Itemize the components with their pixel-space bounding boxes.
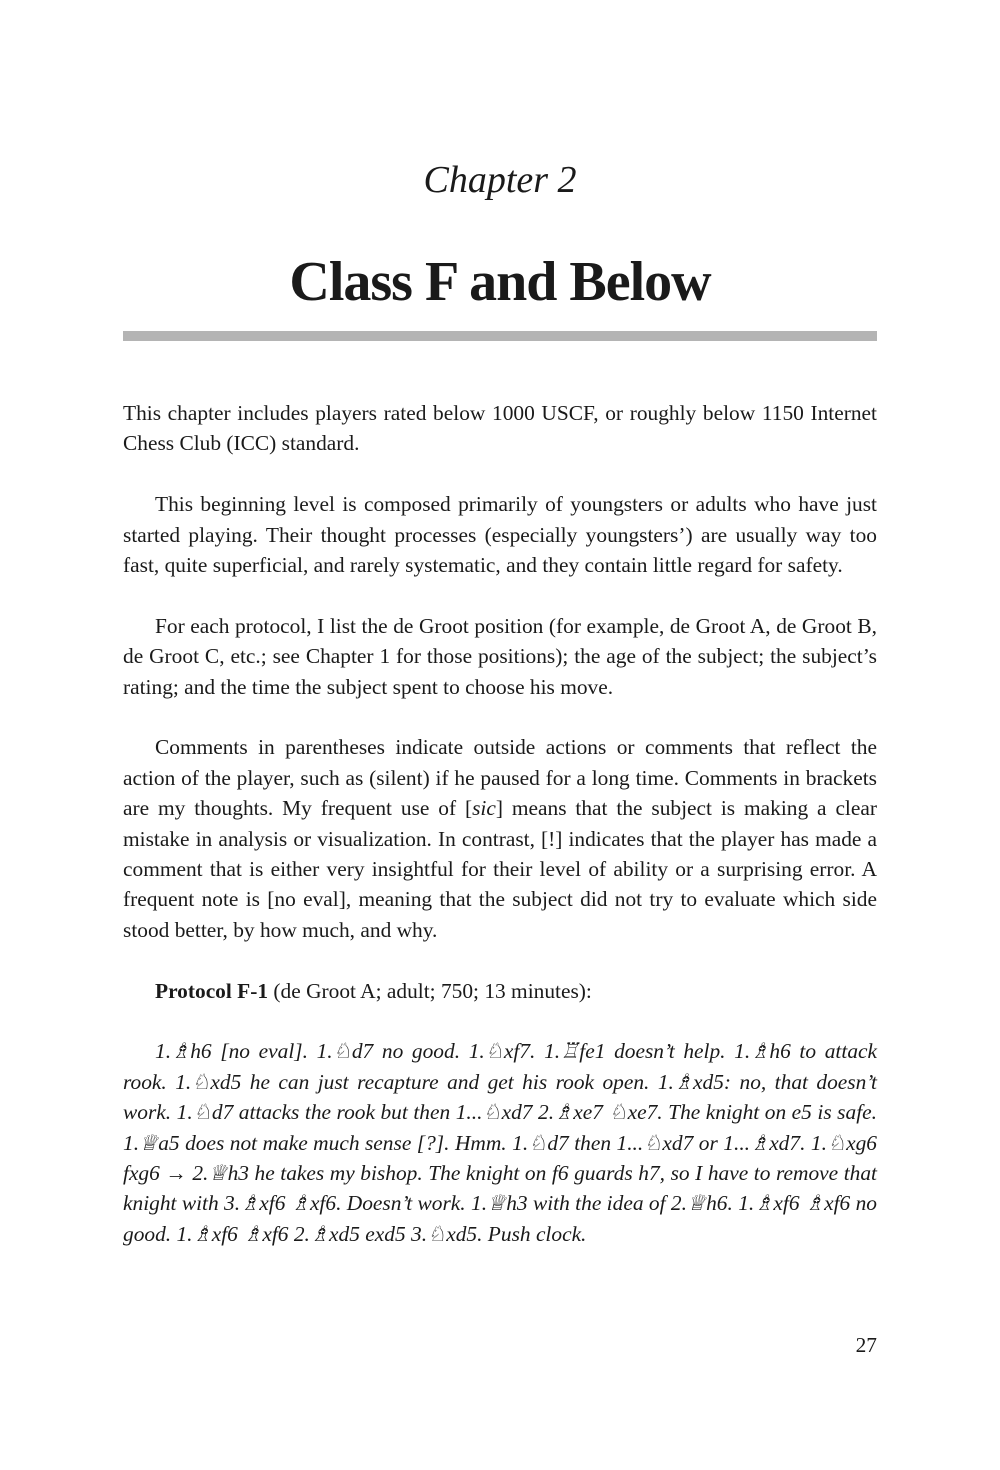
sic-term: sic: [472, 796, 496, 821]
protocol-label: Protocol F-1: [155, 978, 269, 1003]
protocol-heading: [123, 976, 877, 1006]
chapter-title: Class F and Below: [289, 251, 711, 313]
comments-paragraph: [123, 732, 877, 945]
chapter-body: [123, 398, 877, 1280]
protocol-details: (de Groot A; adult; 750; 13 minutes):: [268, 978, 592, 1003]
chapter-label: Chapter 2: [423, 159, 577, 201]
title-divider: [123, 331, 877, 341]
level-paragraph: This beginning level is composed primarily of youngsters or adults who have just started playing. Their thought processes (especially youngsters’) are usually way too fast, quite superficial, and rarely systematic, and they contain little regard for safety.: [123, 492, 877, 578]
intro-paragraph: This chapter includes players rated below 1000 USCF, or roughly below 1150 Internet Chess Club (ICC) standard.: [123, 401, 877, 456]
page-number: 27: [855, 1333, 877, 1357]
comments-text-part1: Comments in parentheses indicate outside actions or comments that reflect the action of the player, such as (silent) if he paused for a long time. Comments in brackets are my thoughts. My frequent use of [: [123, 735, 877, 821]
protocol-transcript: 1.♗h6 [no eval]. 1.♘d7 no good. 1.♘xf7. 1.♖fe1 doesn’t help. 1.♗h6 to attack rook. 1.♘xd5 he can just recapture and get his rook open. 1.♗xd5: no, that doesn’t work. 1.♘d7 attacks the rook but then 1...♘xd7 2.♗xe7 ♘xe7. The knight on e5 is safe. 1.♕a5 does not make much sense [?]. Hmm. 1.♘d7 then 1...♘xd7 or 1...♗xd7. 1.♘xg6 fxg6 → 2.♕h3 he takes my bishop. The knight on f6 guards h7, so I have to remove that knight with 3.♗xf6 ♗xf6. Doesn’t work. 1.♕h3 with the idea of 2.♕h6. 1.♗xf6 ♗xf6 no good. 1.♗xf6 ♗xf6 2.♗xd5 exd5 3.♘xd5. Push clock.: [123, 1039, 877, 1246]
protocol-format-paragraph: For each protocol, I list the de Groot position (for example, de Groot A, de Groot B, de Groot C, etc.; see Chapter 1 for those positions); the age of the subject; the subject’s rating; and the time the subject spent to choose his move.: [123, 613, 877, 699]
comments-text-part2: ] means that the subject is making a clear mistake in analysis or visualization. In contrast, [!] indicates that the player has made a comment that is either very insightful for their level of ability or a surprising error. A frequent note is [no eval], meaning that the subject did not try to evaluate which side stood better, by how much, and why.: [123, 796, 877, 942]
